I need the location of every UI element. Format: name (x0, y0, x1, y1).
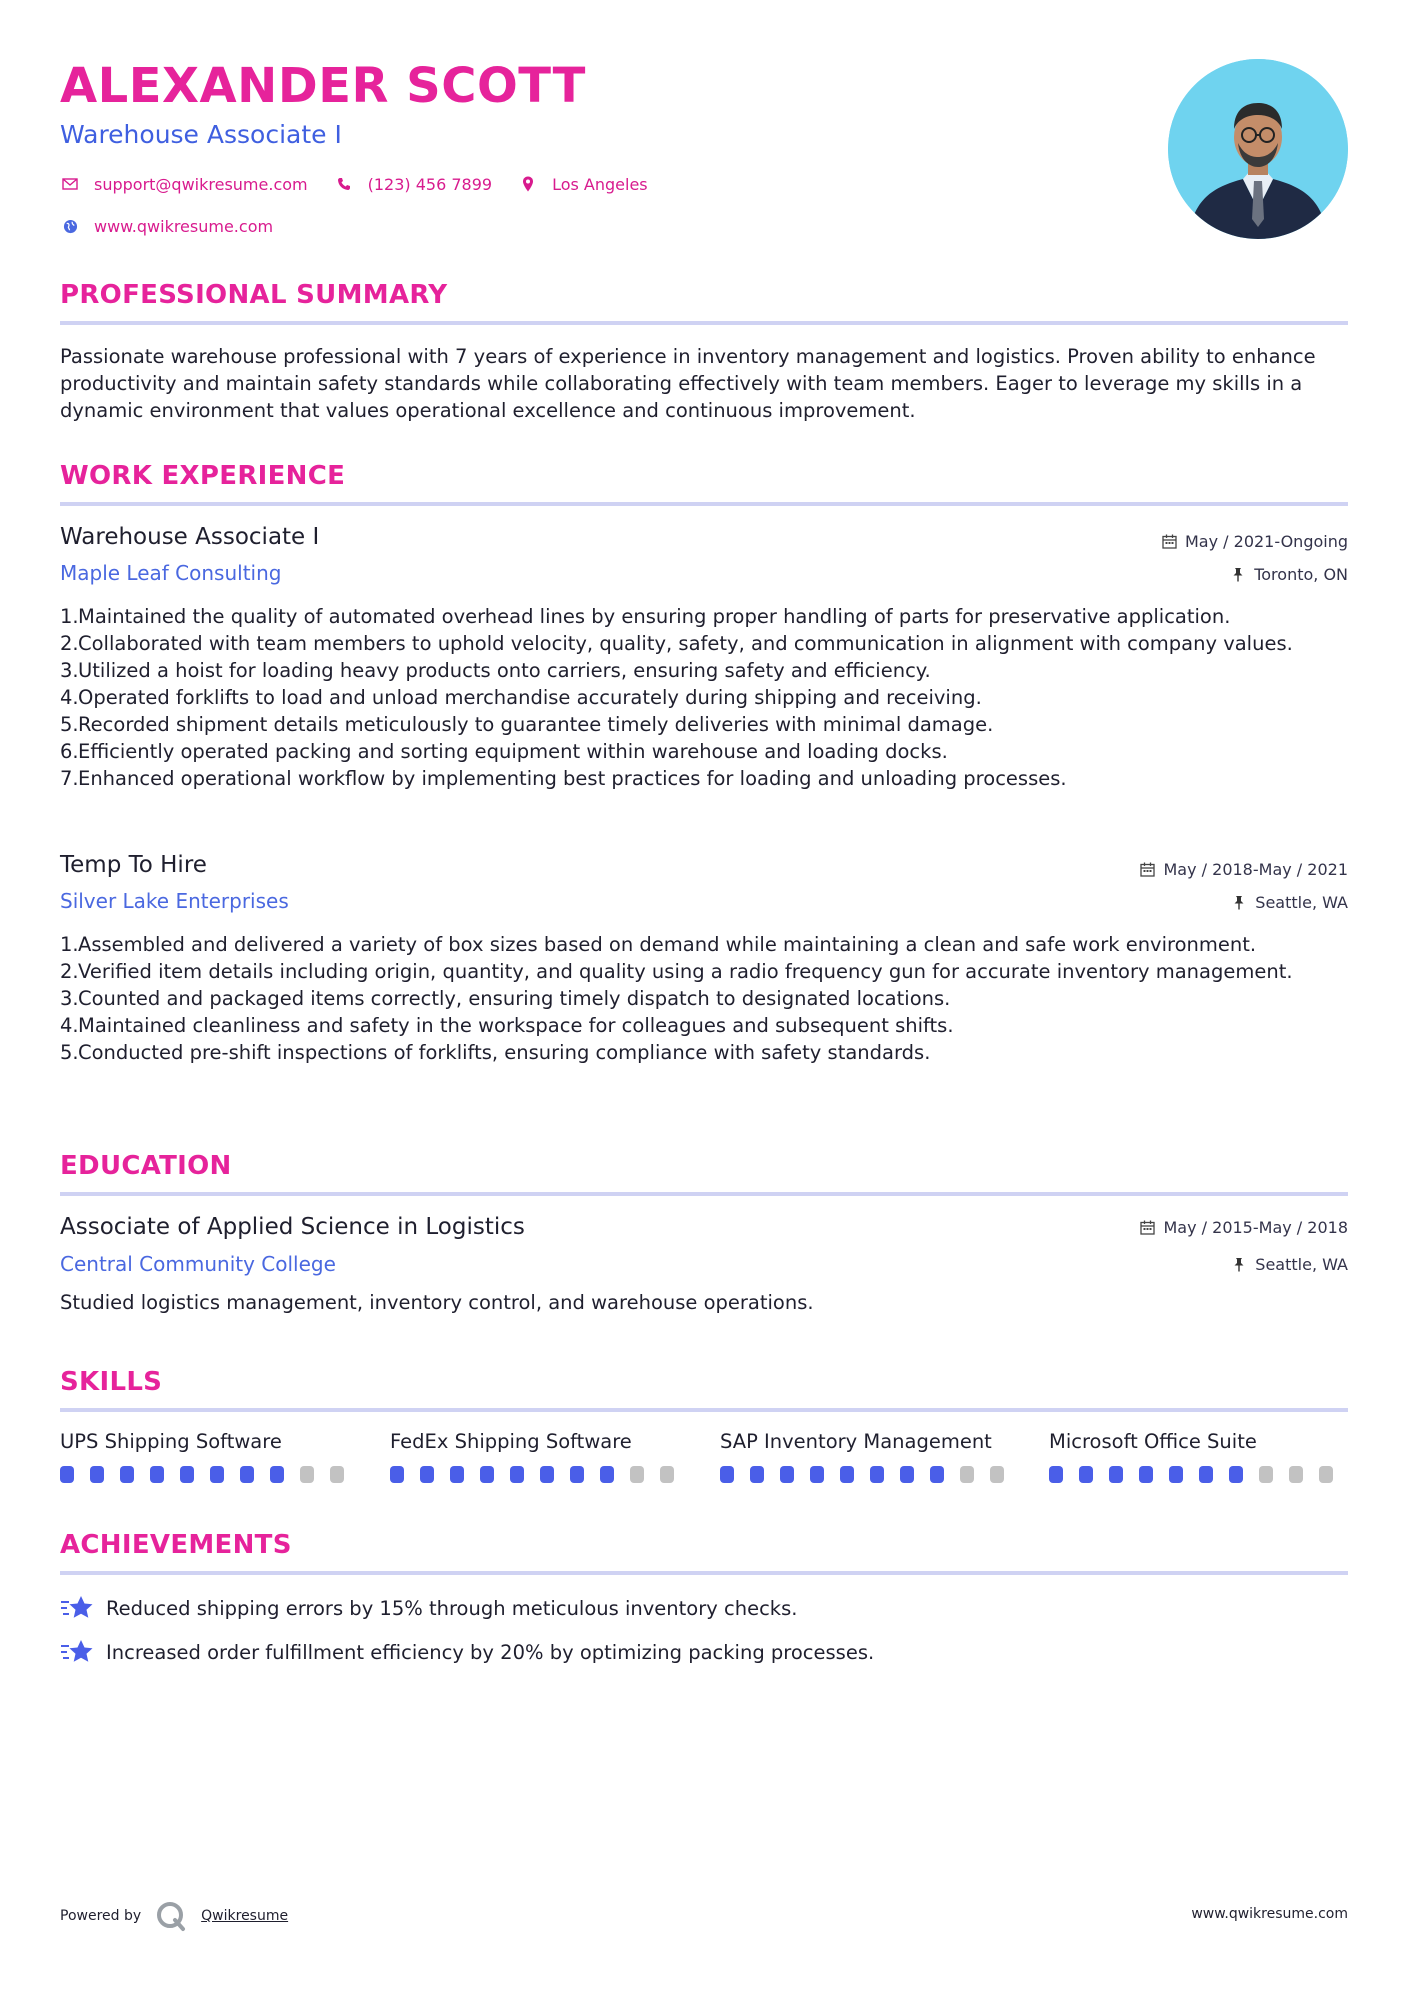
rating-dot-filled (450, 1466, 464, 1483)
rating-dot-filled (240, 1466, 254, 1483)
skill-item (1049, 1430, 1349, 1483)
star-icon (60, 1638, 94, 1666)
rating-dot-empty (660, 1466, 674, 1483)
company-name: Silver Lake Enterprises (60, 889, 289, 913)
website-row (60, 216, 299, 236)
job-title: Warehouse Associate I (60, 524, 320, 550)
education-description: Studied logistics management, inventory control, and warehouse operations. (60, 1291, 814, 1314)
job-location-text: Seattle, WA (1255, 893, 1348, 912)
degree-title: Associate of Applied Science in Logistics (60, 1214, 525, 1240)
rating-dot-filled (840, 1466, 854, 1483)
calendar-icon (1140, 1220, 1156, 1236)
rating-dot-filled (270, 1466, 284, 1483)
rating-dot-filled (540, 1466, 554, 1483)
job-dates (1140, 860, 1349, 879)
rating-dot-filled (600, 1466, 614, 1483)
achievement-item (60, 1594, 797, 1622)
company-name: Maple Leaf Consulting (60, 561, 282, 585)
rating-dot-filled (390, 1466, 404, 1483)
skills-heading: SKILLS (60, 1367, 163, 1397)
pushpin-icon (1231, 895, 1247, 911)
phone-number[interactable]: (123) 456 7899 (367, 174, 493, 194)
education-dates (1140, 1218, 1349, 1237)
rating-dot-filled (420, 1466, 434, 1483)
globe-icon (60, 216, 80, 236)
job-title: Temp To Hire (60, 852, 207, 878)
candidate-role: Warehouse Associate I (60, 120, 342, 149)
qwikresume-logo-icon (155, 1900, 187, 1932)
skill-rating (390, 1466, 690, 1483)
section-divider (60, 502, 1348, 506)
skill-item (390, 1430, 690, 1483)
section-divider (60, 1192, 1348, 1196)
skill-name: FedEx Shipping Software (390, 1430, 632, 1453)
skill-rating (1049, 1466, 1349, 1483)
phone-icon (334, 174, 354, 194)
rating-dot-filled (480, 1466, 494, 1483)
rating-dot-empty (960, 1466, 974, 1483)
website-link[interactable]: www.qwikresume.com (94, 216, 274, 236)
candidate-name: ALEXANDER SCOTT (60, 58, 586, 114)
rating-dot-filled (1079, 1466, 1093, 1483)
rating-dot-filled (60, 1466, 74, 1483)
rating-dot-filled (870, 1466, 884, 1483)
job-dates-text: May / 2021-Ongoing (1185, 532, 1348, 551)
school-name: Central Community College (60, 1252, 336, 1276)
achievement-text: Increased order fulfillment efficiency by 20% by optimizing packing processes. (106, 1640, 875, 1664)
brand-link[interactable]: Qwikresume (201, 1908, 289, 1924)
rating-dot-filled (180, 1466, 194, 1483)
summary-heading: PROFESSIONAL SUMMARY (60, 280, 448, 310)
job-dates (1161, 532, 1348, 551)
rating-dot-empty (630, 1466, 644, 1483)
rating-dot-filled (1109, 1466, 1123, 1483)
job-dates-text: May / 2018-May / 2021 (1163, 860, 1348, 879)
skill-rating (60, 1466, 360, 1483)
list-item: 3. Counted and packaged items correctly, ensuring timely dispatch to designated locations. (60, 987, 951, 1010)
list-item: 1. Maintained the quality of automated overhead lines by ensuring proper handling of parts for preservative application. (60, 605, 1231, 628)
rating-dot-empty (1259, 1466, 1273, 1483)
education-dates-text: May / 2015-May / 2018 (1163, 1218, 1348, 1237)
job-duties-list (60, 931, 1350, 1066)
rating-dot-filled (1199, 1466, 1213, 1483)
map-marker-icon (518, 174, 538, 194)
list-item: 2. Verified item details including origin, quantity, and quality using a radio frequency gun for accurate inventory management. (60, 960, 1293, 983)
achievement-item (60, 1638, 874, 1666)
rating-dot-empty (990, 1466, 1004, 1483)
rating-dot-empty (300, 1466, 314, 1483)
rating-dot-filled (750, 1466, 764, 1483)
footer-website[interactable]: www.qwikresume.com (1191, 1906, 1348, 1922)
rating-dot-filled (720, 1466, 734, 1483)
rating-dot-filled (1049, 1466, 1063, 1483)
rating-dot-empty (330, 1466, 344, 1483)
calendar-icon (1161, 534, 1177, 550)
skill-rating (720, 1466, 1020, 1483)
skill-name: UPS Shipping Software (60, 1430, 282, 1453)
list-item: 2. Collaborated with team members to uphold velocity, quality, safety, and communication in alignment with company values. (60, 632, 1293, 655)
pushpin-icon (1230, 567, 1246, 583)
rating-dot-filled (150, 1466, 164, 1483)
star-icon (60, 1594, 94, 1622)
skill-item (720, 1430, 1020, 1483)
rating-dot-filled (1139, 1466, 1153, 1483)
section-divider (60, 1571, 1348, 1575)
skill-name: SAP Inventory Management (720, 1430, 992, 1453)
rating-dot-filled (510, 1466, 524, 1483)
list-item: 1. Assembled and delivered a variety of box sizes based on demand while maintaining a clean and safe work environment. (60, 933, 1257, 956)
list-item: 5. Conducted pre-shift inspections of forklifts, ensuring compliance with safety standards. (60, 1041, 931, 1064)
job-location (1231, 893, 1348, 912)
list-item: 7. Enhanced operational workflow by implementing best practices for loading and unloading processes. (60, 767, 1067, 790)
pushpin-icon (1231, 1257, 1247, 1273)
achievements-heading: ACHIEVEMENTS (60, 1530, 292, 1560)
rating-dot-filled (900, 1466, 914, 1483)
location-text: Los Angeles (552, 174, 648, 194)
profile-photo (1168, 59, 1348, 239)
rating-dot-filled (210, 1466, 224, 1483)
list-item: 4. Maintained cleanliness and safety in the workspace for colleagues and subsequent shifts. (60, 1014, 954, 1037)
rating-dot-filled (1229, 1466, 1243, 1483)
list-item: 4. Operated forklifts to load and unload merchandise accurately during shipping and receiving. (60, 686, 982, 709)
rating-dot-filled (90, 1466, 104, 1483)
calendar-icon (1140, 862, 1156, 878)
skill-item (60, 1430, 360, 1483)
rating-dot-filled (780, 1466, 794, 1483)
email-link[interactable]: support@qwikresume.com (94, 174, 308, 194)
envelope-icon (60, 174, 80, 194)
contact-row (60, 174, 674, 194)
skill-name: Microsoft Office Suite (1049, 1430, 1257, 1453)
powered-by-label: Powered by (60, 1908, 142, 1924)
job-location (1230, 565, 1348, 584)
footer-branding (60, 1900, 288, 1932)
list-item: 3. Utilized a hoist for loading heavy products onto carriers, ensuring safety and efficiency. (60, 659, 931, 682)
rating-dot-filled (120, 1466, 134, 1483)
section-divider (60, 321, 1348, 325)
rating-dot-filled (810, 1466, 824, 1483)
list-item: 6. Efficiently operated packing and sorting equipment within warehouse and loading docks. (60, 740, 948, 763)
rating-dot-filled (930, 1466, 944, 1483)
job-location-text: Toronto, ON (1254, 565, 1348, 584)
list-item: 5. Recorded shipment details meticulously to guarantee timely deliveries with minimal damage. (60, 713, 994, 736)
education-location (1231, 1255, 1348, 1274)
achievement-text: Reduced shipping errors by 15% through meticulous inventory checks. (106, 1596, 798, 1620)
section-divider (60, 1408, 1348, 1412)
rating-dot-filled (1169, 1466, 1183, 1483)
rating-dot-empty (1289, 1466, 1303, 1483)
summary-text: Passionate warehouse professional with 7 years of experience in inventory management and logistics. Proven ability to enhance productivity and maintain safety standards while collaborating effectively with team members. Eager to leverage my skills in a dynamic environment that values operational excellence and continuous improvement. (60, 345, 1316, 422)
experience-heading: WORK EXPERIENCE (60, 461, 346, 491)
rating-dot-filled (570, 1466, 584, 1483)
rating-dot-empty (1319, 1466, 1333, 1483)
job-duties-list (60, 603, 1350, 792)
education-heading: EDUCATION (60, 1151, 232, 1181)
education-location-text: Seattle, WA (1255, 1255, 1348, 1274)
